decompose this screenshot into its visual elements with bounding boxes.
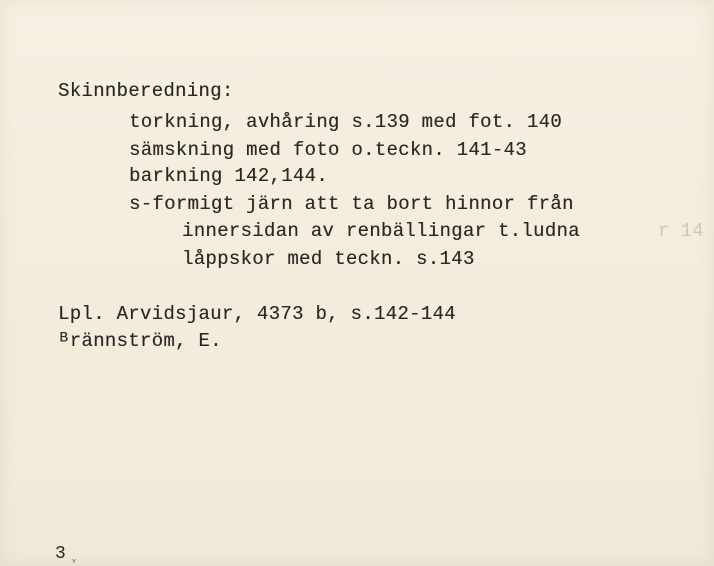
corner-mark: ᵥ xyxy=(71,555,78,566)
source-reference: Lpl. Arvidsjaur, 4373 b, s.142-144 xyxy=(58,303,456,325)
author-name: ᴮrännström, E. xyxy=(58,330,222,352)
entry-line: s-formigt järn att ta bort hinnor från xyxy=(129,193,574,215)
card-heading: Skinnberedning: xyxy=(58,80,234,102)
faded-overflow-text: r 14 xyxy=(658,220,704,242)
entry-line: låppskor med teckn. s.143 xyxy=(182,248,475,270)
entry-line: barkning 142,144. xyxy=(129,165,328,187)
entry-line: sämskning med foto o.teckn. 141-43 xyxy=(129,139,527,161)
entry-line: innersidan av renbällingar t.ludna xyxy=(182,220,580,242)
entry-line: torkning, avhåring s.139 med fot. 140 xyxy=(129,111,562,133)
card-number: 3 xyxy=(55,544,66,564)
